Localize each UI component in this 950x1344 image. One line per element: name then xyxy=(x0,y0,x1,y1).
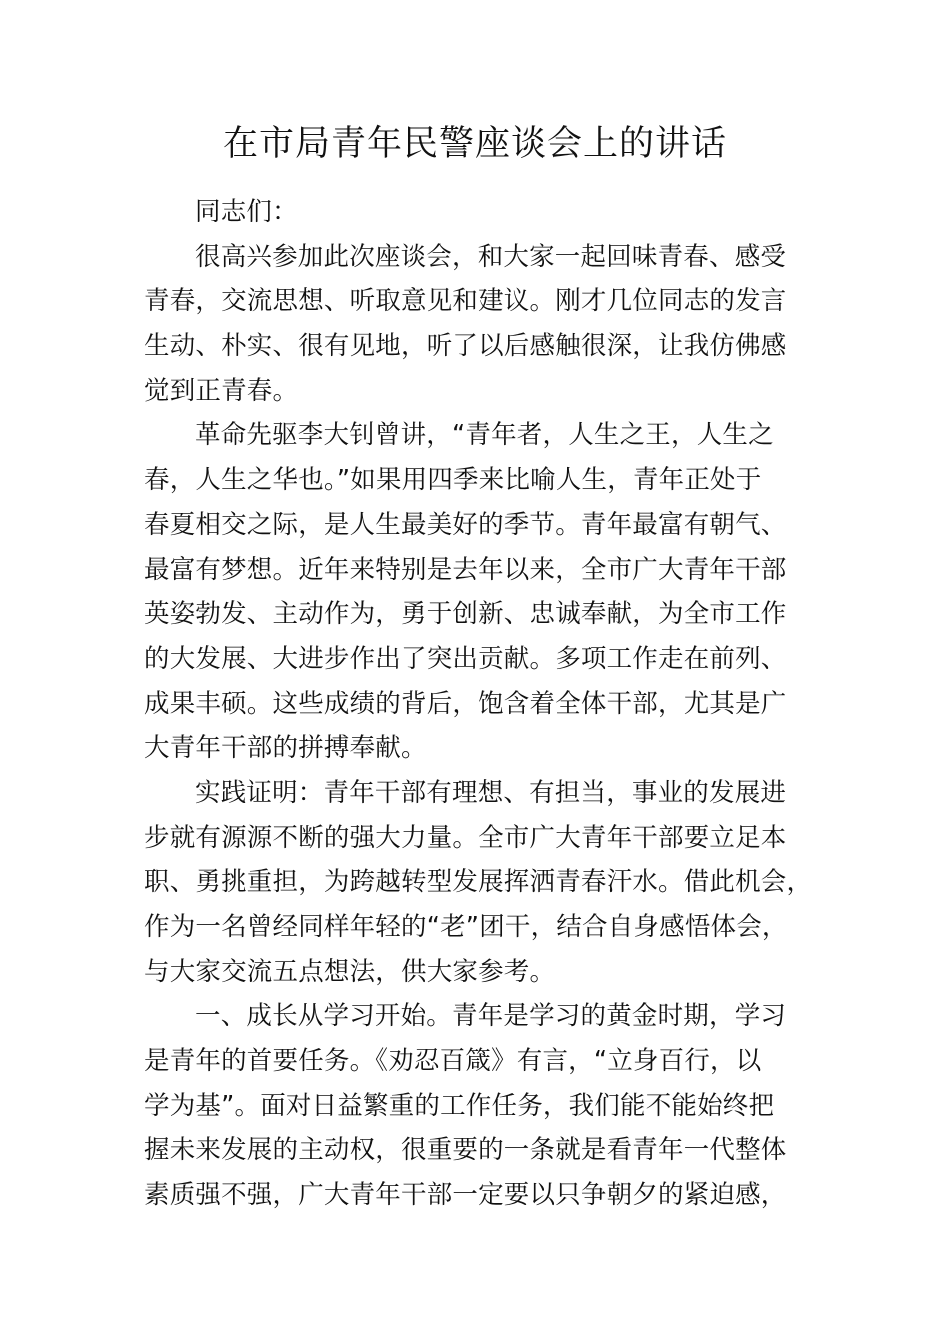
document-title: 在市局青年民警座谈会上的讲话 xyxy=(222,124,727,164)
paragraph-4-line-4: 握未来发展的主动权，很重要的一条就是看青年一代整体 xyxy=(144,1135,787,1166)
paragraph-2-line-7: 成果丰硕。这些成绩的背后，饱含着全体干部，尤其是广 xyxy=(144,688,787,719)
paragraph-4-line-1: 一、成长从学习开始。青年是学习的黄金时期，学习 xyxy=(195,1001,787,1032)
paragraph-3-line-5: 与大家交流五点想法，供大家参考。 xyxy=(144,956,556,987)
paragraph-2-line-6: 的大发展、大进步作出了突出贡献。多项工作走在前列、 xyxy=(144,643,787,674)
document-body xyxy=(144,190,812,1218)
paragraph-4-line-2: 是青年的首要任务。《劝忍百箴》有言，“立身百行，以 xyxy=(144,1046,762,1077)
paragraph-3-line-3: 职、勇挑重担，为跨越转型发展挥洒青春汗水。借此机会， xyxy=(144,867,813,898)
paragraph-1-line-2: 青春，交流思想、听取意见和建议。刚才几位同志的发言 xyxy=(144,286,787,317)
paragraph-2-line-5: 英姿勃发、主动作为，勇于创新、忠诚奉献，为全市工作 xyxy=(144,599,787,630)
paragraph-2-line-4: 最富有梦想。近年来特别是去年以来，全市广大青年干部 xyxy=(144,554,787,585)
paragraph-3-line-2: 步就有源源不断的强大力量。全市广大青年干部要立足本 xyxy=(144,822,787,853)
paragraph-4-line-5: 素质强不强，广大青年干部一定要以只争朝夕的紧迫感， xyxy=(144,1180,787,1211)
paragraph-1-line-3: 生动、朴实、很有见地，听了以后感触很深，让我仿佛感 xyxy=(144,331,787,362)
paragraph-2-line-2: 春，人生之华也。”如果用四季来比喻人生，青年正处于 xyxy=(144,465,762,496)
paragraph-2-line-1: 革命先驱李大钊曾讲，“青年者，人生之王，人生之 xyxy=(195,420,774,451)
paragraph-1-line-1: 很高兴参加此次座谈会，和大家一起回味青春、感受 xyxy=(195,241,787,272)
salutation-line: 同志们： xyxy=(195,197,298,227)
paragraph-3-line-1: 实践证明：青年干部有理想、有担当，事业的发展进 xyxy=(195,777,787,808)
paragraph-4-line-3: 学为基”。面对日益繁重的工作任务，我们能不能始终把 xyxy=(144,1090,775,1121)
paragraph-1-line-4: 觉到正青春。 xyxy=(144,375,299,406)
paragraph-2-line-3: 春夏相交之际，是人生最美好的季节。青年最富有朝气、 xyxy=(144,509,787,540)
paragraph-2-line-8: 大青年干部的拼搏奉献。 xyxy=(144,733,427,764)
paragraph-3-line-4: 作为一名曾经同样年轻的“老”团干，结合自身感悟体会， xyxy=(144,912,788,942)
